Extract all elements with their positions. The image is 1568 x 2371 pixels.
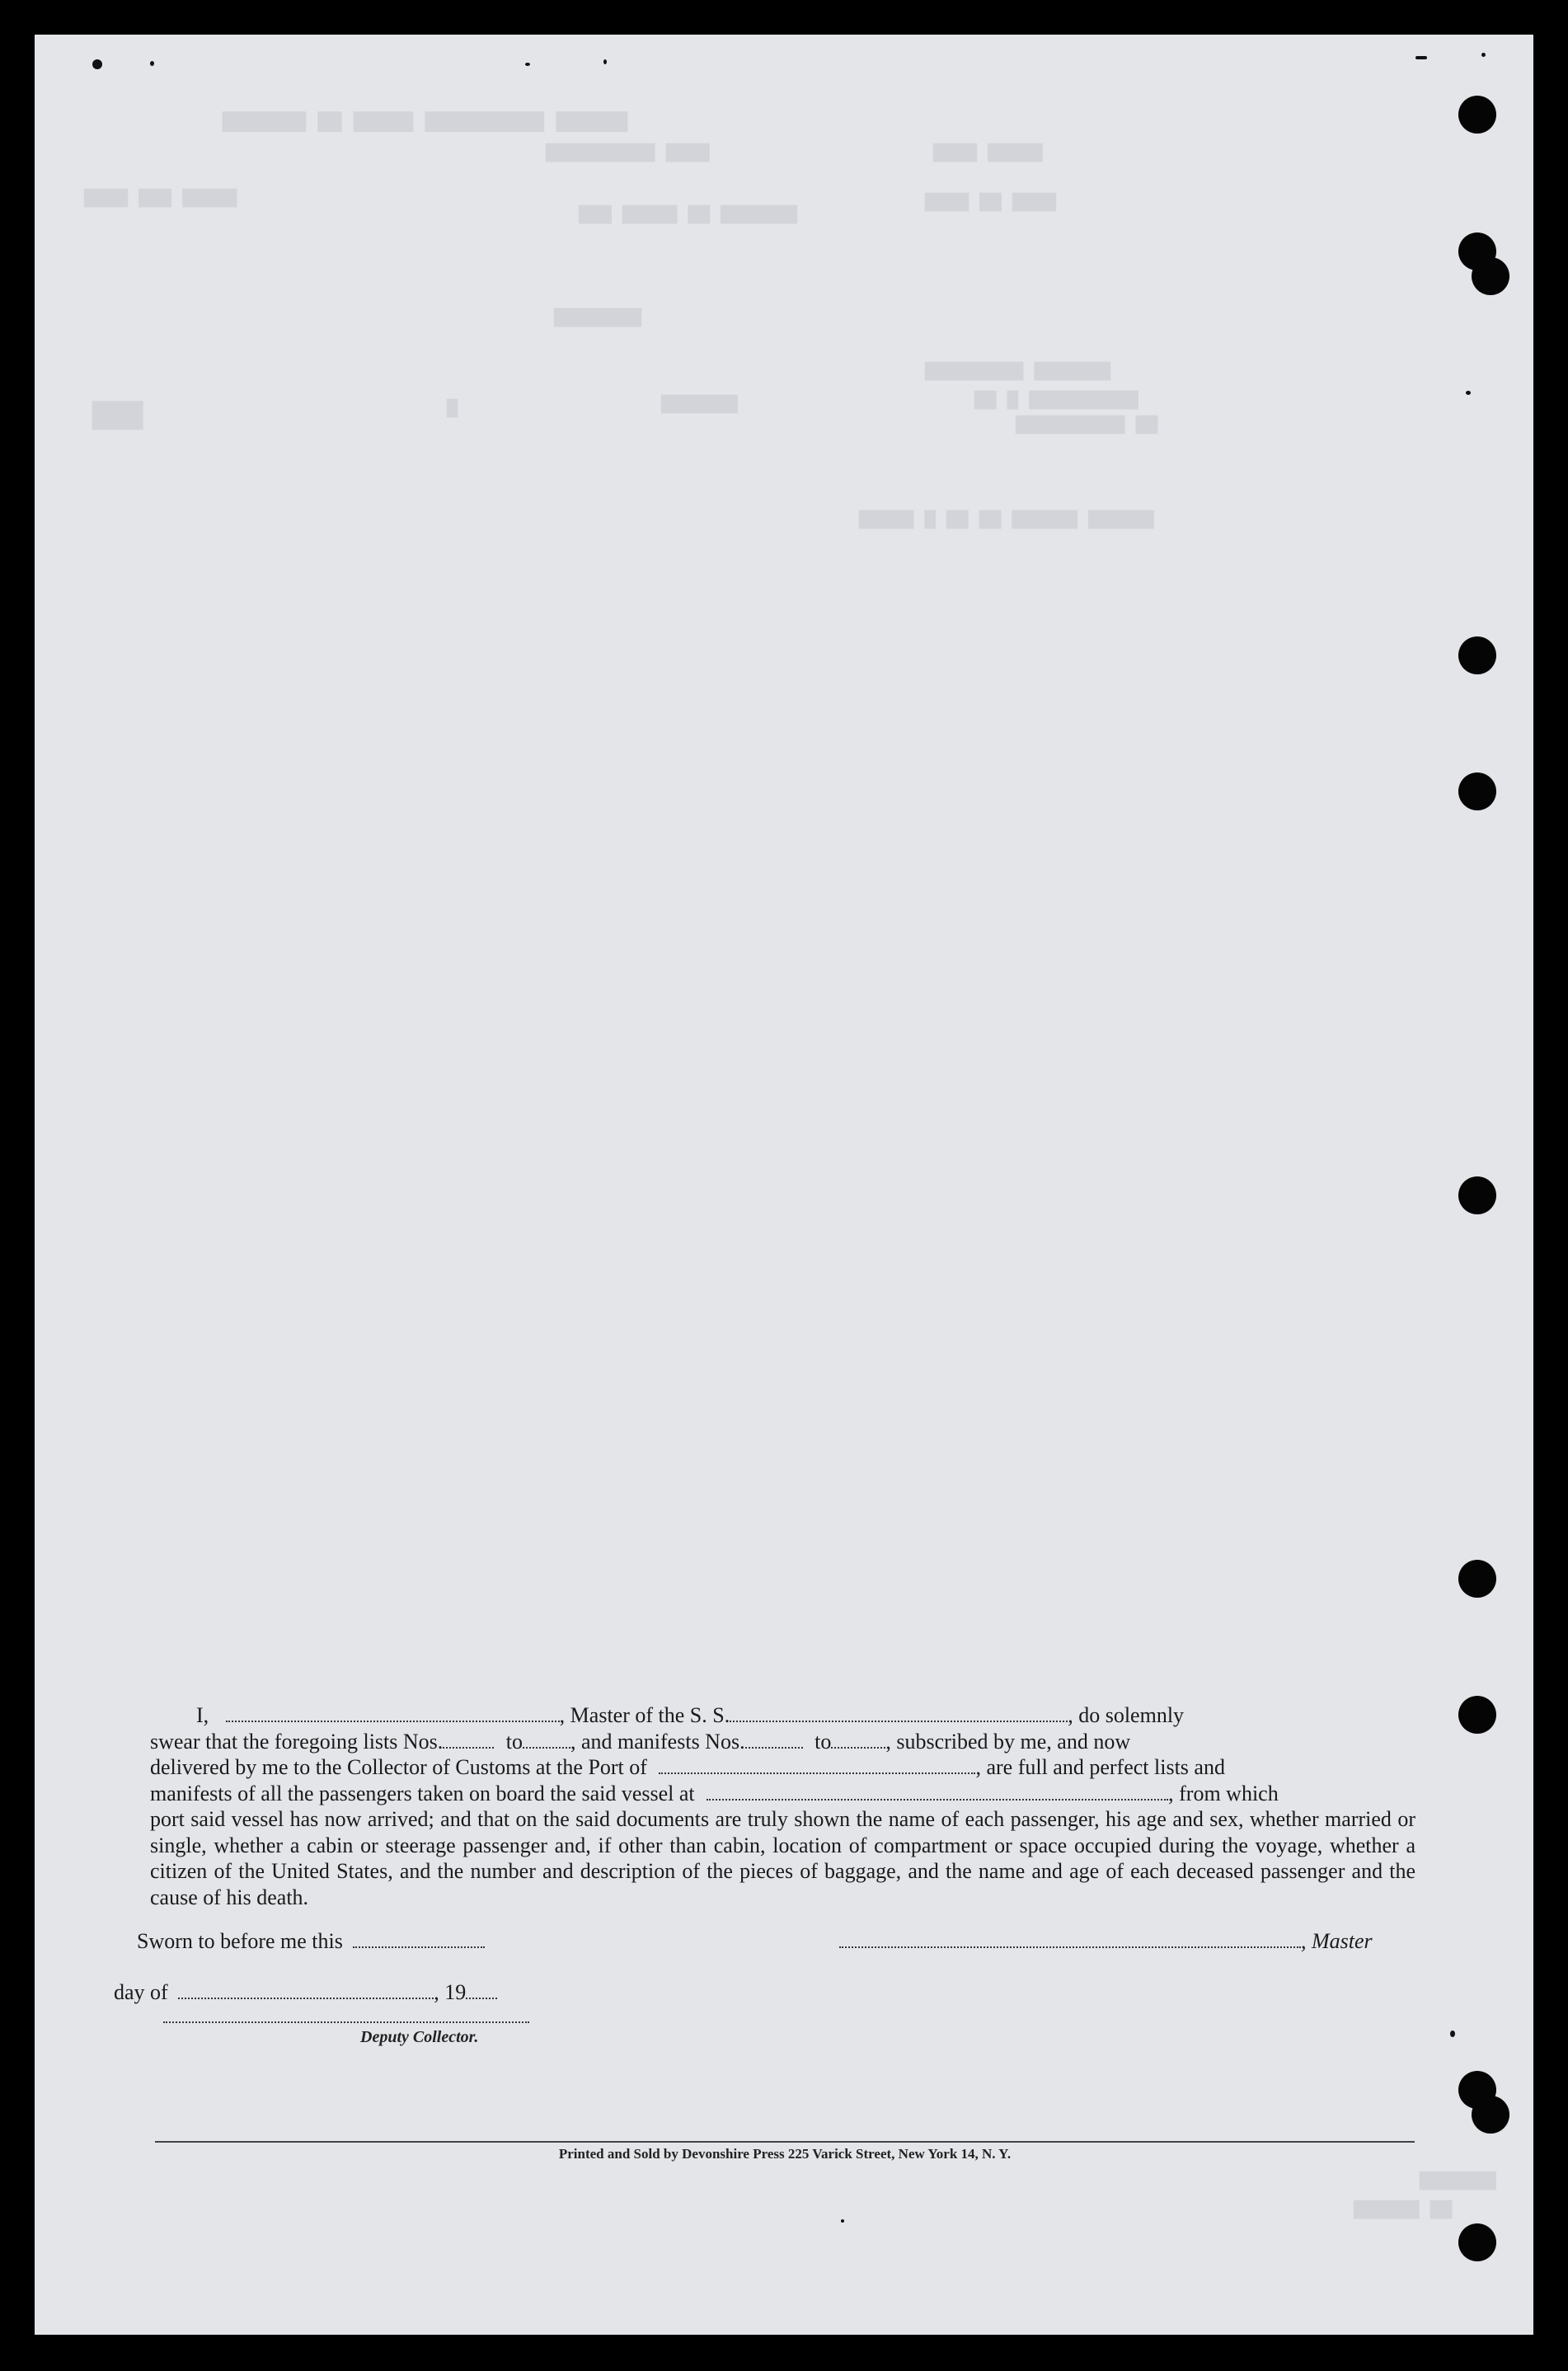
port-blank[interactable]: [659, 1756, 975, 1774]
year-prefix: , 19: [434, 1980, 467, 2004]
manifests-from-blank[interactable]: [745, 1730, 803, 1749]
punch-hole: [1472, 2096, 1509, 2134]
speck: [841, 2219, 844, 2223]
oath-line-3: [150, 1754, 1415, 1781]
manifests-nos-label: , and manifests Nos.: [570, 1729, 745, 1754]
oath-line-1: [150, 1702, 1415, 1729]
oath-line-4: [150, 1781, 1415, 1807]
to-label: to: [505, 1729, 523, 1754]
deputy-collector-label: Deputy Collector.: [360, 2028, 479, 2046]
subscribed-label: , subscribed by me, and now: [885, 1729, 1131, 1754]
sworn-row: [137, 1929, 485, 1954]
manifests-to-blank[interactable]: [831, 1730, 885, 1749]
punch-hole: [1458, 1176, 1496, 1214]
sworn-label: Sworn to before me this: [137, 1929, 343, 1953]
taken-on-board-label: manifests of all the passengers taken on board the said vessel at: [150, 1781, 695, 1805]
do-solemnly-label: , do solemnly: [1068, 1703, 1185, 1727]
punch-hole: [1472, 257, 1509, 295]
port-of-label: delivered by me to the Collector of Customs at the Port of: [150, 1755, 647, 1779]
oath-body-text: port said vessel has now arrived; and that on the said documents are truly shown the name of each passenger, his age and sex, whether married or single, whether a cabin or steerage passenger and, if other than cabin, location of compartment or space occupied during the voyage, whether a citizen of the United States, and the number and description of the pieces of baggage, and the name and age of each deceased passenger and the cause of his death.: [150, 1807, 1415, 1909]
oath-i: I,: [196, 1703, 209, 1727]
master-name-blank[interactable]: [226, 1704, 560, 1722]
speck: [150, 61, 154, 66]
master-signature-label: , Master: [1301, 1929, 1373, 1953]
ship-name-blank[interactable]: [730, 1704, 1068, 1722]
speck: [603, 59, 607, 64]
lists-to-blank[interactable]: [523, 1730, 570, 1749]
master-signature-row: [839, 1929, 1373, 1954]
from-which-label: , from which: [1168, 1781, 1279, 1805]
to-label-2: to: [815, 1729, 832, 1754]
speck: [1450, 2031, 1455, 2037]
printer-imprint: Printed and Sold by Devonshire Press 225 Varick Street, New York 14, N. Y.: [558, 2146, 1012, 2162]
punch-hole: [1458, 2223, 1496, 2261]
month-blank[interactable]: [178, 1981, 434, 1999]
sworn-date-blank[interactable]: [353, 1930, 485, 1948]
punch-hole: [1458, 1560, 1496, 1598]
speck: [1466, 391, 1471, 395]
speck: [92, 59, 102, 69]
full-perfect-label: , are full and perfect lists and: [975, 1755, 1225, 1779]
punch-hole: [1458, 1696, 1496, 1734]
lists-nos-label: swear that the foregoing lists Nos.: [150, 1729, 444, 1754]
master-oath-paragraph: [150, 1702, 1415, 1910]
speck: [525, 63, 530, 66]
punch-hole: [1458, 636, 1496, 674]
manifest-page: ▇▇▇▇▇▇▇ ▇▇ ▇▇▇▇▇ ▇▇▇▇▇▇▇▇▇▇ ▇▇▇▇▇▇ ▇▇▇▇▇▇▇▇▇▇ ▇▇▇▇ ▇▇▇▇ ▇▇▇▇▇ ▇▇▇▇ ▇▇▇ ▇▇▇▇▇ ▇▇▇▇ ▇▇ ▇▇▇▇ ▇▇▇ ▇▇▇▇▇ ▇▇ ▇▇▇▇▇▇▇ ▇▇▇▇▇▇▇▇ ▇▇▇▇▇▇▇▇▇ ▇▇▇▇▇▇▇ ▇▇ ▇ ▇▇▇▇▇▇▇▇▇▇ ▇▇▇▇▇▇▇▇▇▇ ▇▇ ▇▇▇ ▇▇▇▇▇▇▇ ▇ ▇▇▇▇▇ ▇ ▇▇ ▇▇ ▇▇▇▇▇▇ ▇▇▇▇▇▇ ▇▇▇▇▇▇▇ ▇▇▇▇▇▇ ▇▇ I, , Master of the S. S. , do solemnly swear that the foregoing lists Nos. to , and manifests Nos. to , subscribed by me, and now delivered by me to the Collector of Customs at the Port of , are full and perfect lists and manifests of all the passengers taken on board the said vessel at , from which port said vessel has now arrived; and that on the said documents are truly shown the name of each passenger, his age and sex, whether married or single, whether a cabin or steerage passenger and, if other than cabin, location of compartment or space occupied during the voyage, whether a citizen of the United States, and the number and description of the pieces of baggage, and the name and age of each deceased passenger and the cause of his death. Sworn to before me this , Master day of , 19 Deputy Collector. Printed and Sold by Devonshire Press 225 Varick Street, New York 14, N. Y.: [35, 35, 1533, 2335]
punch-hole: [1458, 96, 1496, 134]
footer-rule: [155, 2141, 1415, 2143]
year-blank[interactable]: [466, 1981, 497, 1999]
master-signature-blank[interactable]: [839, 1930, 1301, 1948]
deputy-signature-line[interactable]: [163, 2021, 529, 2023]
embarkation-port-blank[interactable]: [707, 1782, 1168, 1801]
speck: [1415, 56, 1427, 59]
oath-line-2: [150, 1729, 1415, 1755]
day-of-row: [114, 1980, 497, 2005]
master-of-ss-label: , Master of the S. S.: [559, 1703, 730, 1727]
lists-from-blank[interactable]: [443, 1730, 494, 1749]
day-of-label: day of: [114, 1980, 168, 2004]
punch-hole: [1458, 772, 1496, 810]
speck: [1481, 53, 1486, 57]
